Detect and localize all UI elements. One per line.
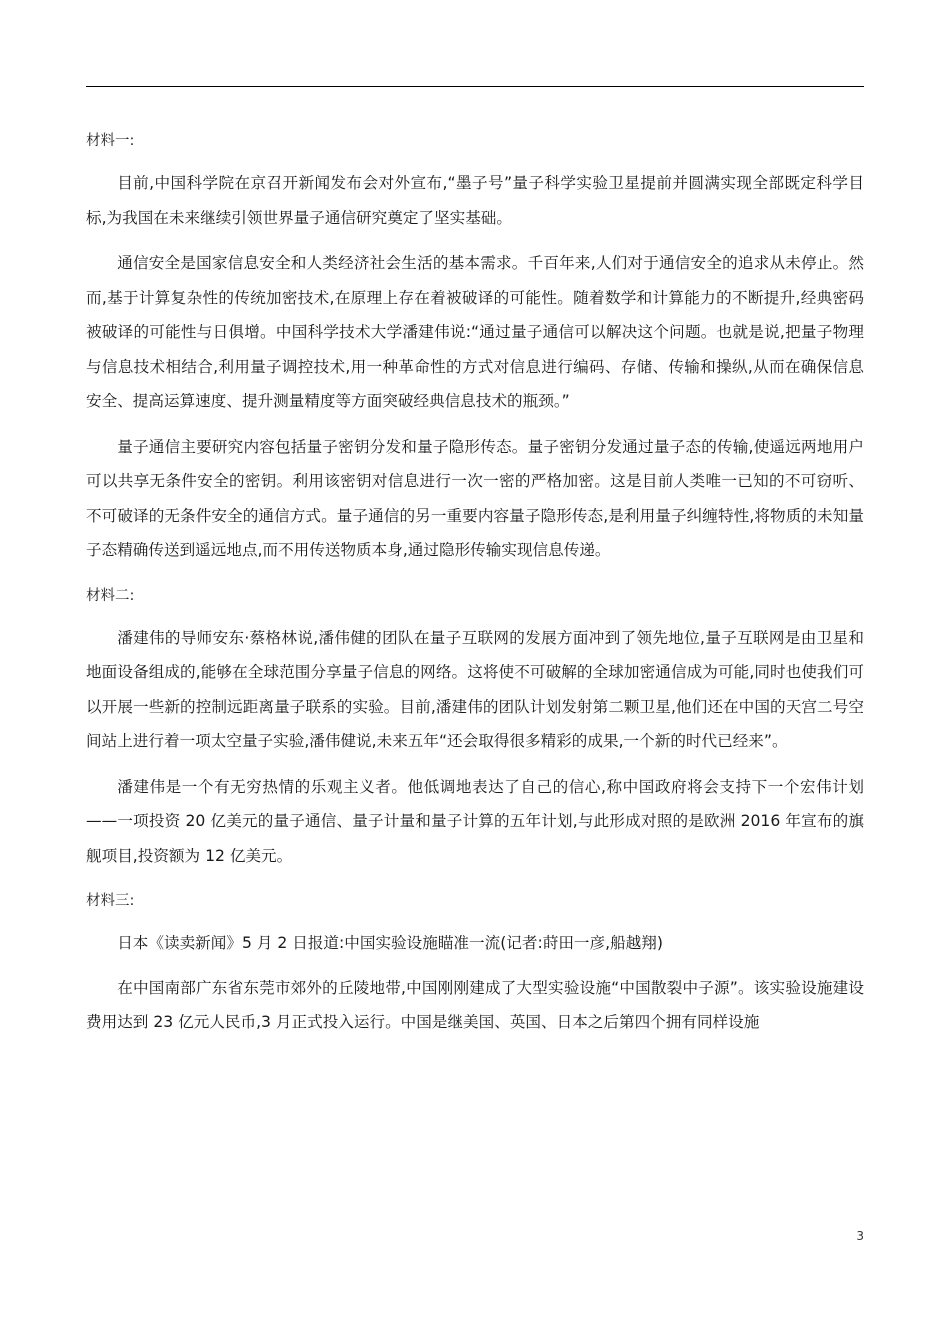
paragraph: 量子通信主要研究内容包括量子密钥分发和量子隐形传态。量子密钥分发通过量子态的传输,使遥远两地用户可以共享无条件安全的密钥。利用该密钥对信息进行一次一密的严格加密。这是目前人类唯一已知的不可窃听、不可破译的无条件安全的通信方式。量子通信的另一重要内容量子隐形传态,是利用量子纠缠特性,将物质的未知量子态精确传送到遥远地点,而不用传送物质本身,通过隐形传输实现信息传递。 — [86, 437, 864, 559]
document-body — [86, 124, 864, 1051]
article-subtitle: 日本《读卖新闻》5 月 2 日报道:中国实验设施瞄准一流(记者:莳田一彦,船越翔) — [117, 934, 663, 952]
section-label-1: 材料一: — [86, 133, 135, 149]
section-label-3: 材料三: — [86, 893, 135, 909]
paragraph: 潘建伟是一个有无穷热情的乐观主义者。他低调地表达了自己的信心,称中国政府将会支持下一个宏伟计划——一项投资 20 亿美元的量子通信、量子计量和量子计算的五年计划,与此形成对照的是欧洲 2016 年宣布的旗舰项目,投资额为 12 亿美元。 — [86, 777, 864, 865]
paragraph: 通信安全是国家信息安全和人类经济社会生活的基本需求。千百年来,人们对于通信安全的追求从未停止。然而,基于计算复杂性的传统加密技术,在原理上存在着被破译的可能性。随着数学和计算能力的不断提升,经典密码被破译的可能性与日俱增。中国科学技术大学潘建伟说:“通过量子通信可以解决这个问题。也就是说,把量子物理与信息技术相结合,利用量子调控技术,用一种革命性的方式对信息进行编码、存储、传输和操纵,从而在确保信息安全、提高运算速度、提升测量精度等方面突破经典信息技术的瓶颈。” — [86, 254, 864, 410]
paragraph: 目前,中国科学院在京召开新闻发布会对外宣布,“墨子号”量子科学实验卫星提前并圆满实现全部既定科学目标,为我国在未来继续引领世界量子通信研究奠定了坚实基础。 — [86, 174, 864, 227]
header-rule — [86, 86, 864, 87]
paragraph: 在中国南部广东省东莞市郊外的丘陵地带,中国刚刚建成了大型实验设施“中国散裂中子源”。该实验设施建设费用达到 23 亿元人民币,3 月正式投入运行。中国是继美国、英国、日本之后第四个拥有同样设施 — [86, 978, 864, 1031]
paragraph: 潘建伟的导师安东·蔡格林说,潘伟健的团队在量子互联网的发展方面冲到了领先地位,量子互联网是由卫星和地面设备组成的,能够在全球范围分享量子信息的网络。这将使不可破解的全球加密通信成为可能,同时也使我们可以开展一些新的控制远距离量子联系的实验。目前,潘建伟的团队计划发射第二颗卫星,他们还在中国的天宫二号空间站上进行着一项太空量子实验,潘伟健说,未来五年“还会取得很多精彩的成果,一个新的时代已经来”。 — [86, 628, 864, 750]
page-number: 3 — [856, 1229, 864, 1243]
section-label-2: 材料二: — [86, 587, 135, 604]
